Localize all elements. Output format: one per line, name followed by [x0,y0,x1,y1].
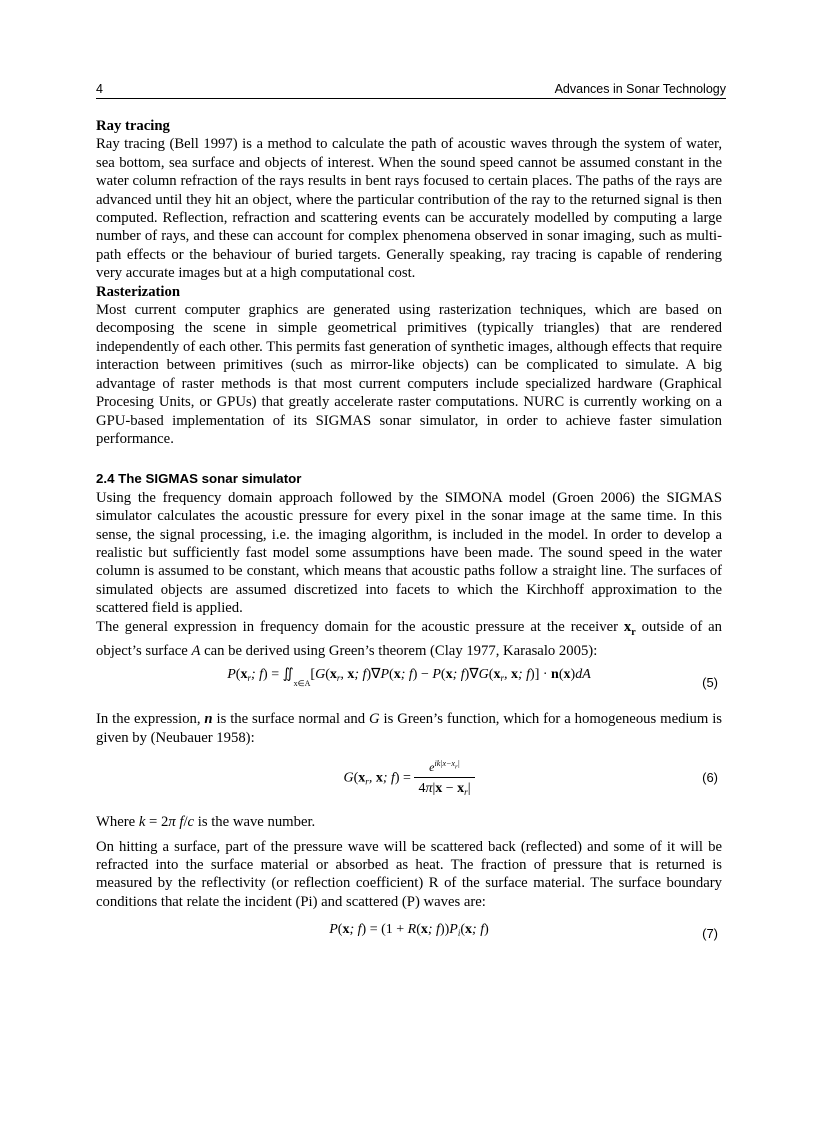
sigmas-paragraph-1: Using the frequency domain approach followed by the SIMONA model (Groen 2006) the SIGMAS simulator calculates the acoustic pressure for every pixel in the sonar image at the same time. In this sense, the signal processing, i.e. the imaging algorithm, is included in the model. In order to develop a realistic but sufficiently fast model some assumptions have been made. The sound speed in the water column is assumed to be constant, which means that acoustic paths follow a straight line. The surfaces of simulated objects are assumed discretized into facets to which the Kirchhoff approximation to the scattered field is applied. [96,489,722,617]
running-title: Advances in Sonar Technology [554,82,726,96]
equation-7 [96,921,722,947]
equation-5-number: (5) [702,675,718,691]
equation-5 [96,666,722,700]
equation-6 [96,755,722,801]
rasterization-heading: Rasterization [96,283,181,300]
page-number: 4 [96,82,103,96]
equation-5-formula: $P(x_r$; $f) = ∬_{x\in A}[G(x_r$, x; f)∇P(x; f) − P(x; $f)\nabla G(x_r$, x; f)] · n(x)dA [227,667,591,689]
sigmas-paragraph-3: In the expression, n is the surface normal and G is Green’s function, which for a homogeneous medium is given by (Neubauer 1958): [96,711,722,746]
sigmas-paragraph-2: The general expression in frequency domain for the acoustic pressure at the receiver $x_r$ outside of an object’s surface A can be derived using Green’s theorem (Clay 1977, Karasalo 2005): [96,618,722,659]
equation-6-formula: $G(x_r$, x; f) = $\frac{e^{ik|x-x_r|}}{4\pi|x - x_r|}$ [344,755,475,801]
ray-tracing-heading: Ray tracing [96,118,170,134]
equation-6-number: (6) [702,769,718,785]
section-title: 2.4 The SIGMAS sonar simulator [96,471,302,487]
equation-7-formula: P(x; f) = (1 + R(x; $f))P_i(x$; f) [329,922,489,939]
sigmas-paragraph-4: On hitting a surface, part of the pressure wave will be scattered back (reflected) and some of it will be refracted into the surface material or absorbed as heat. The fraction of pressure that is returned is measured by the reflectivity (or reflection coefficient) R of the surface material. The surface boundary conditions that relate the incident (Pi) and scattered (P) waves are: [96,838,722,910]
page-body [96,117,722,947]
wave-number-line: Where k = 2π f/c is the wave number. [96,814,316,831]
page-header [96,82,726,99]
equation-7-number: (7) [702,925,718,941]
ray-tracing-paragraph: Ray tracing (Bell 1997) is a method to calculate the path of acoustic waves through the system of water, sea bottom, sea surface and objects of interest. When the sound speed cannot be assumed constant in the water column refraction of the rays results in bent rays focused to certain places. The paths of the rays are advanced until they hit an object, where the particular contribution of the ray to the returned signal is then computed. Reflection, refraction and scattering events can be accurately modelled by computing a large number of rays, and these can account for complex phenomena observed in sonar imaging, such as multi-path effects or the behaviour of buried targets. Generally speaking, ray tracing is capable of rendering very accurate images but at a high computational cost. [96,136,722,282]
rasterization-paragraph: Most current computer graphics are generated using rasterization techniques, which are based on decomposing the scene in simple geometrical primitives (typically triangles) that are rendered independently of each other. This permits fast generation of synthetic images, although effects that require interaction between primitives (such as mirror-like objects) can be complicated to simulate. A big advantage of raster methods is that most current computers include specialized hardware (Graphical Procesing Units, or GPUs) that greatly accelerate raster computations. NURC is currently working on a GPU-based implementation of its SIGMAS sonar simulator, in order to achieve faster simulation performance. [96,302,722,447]
